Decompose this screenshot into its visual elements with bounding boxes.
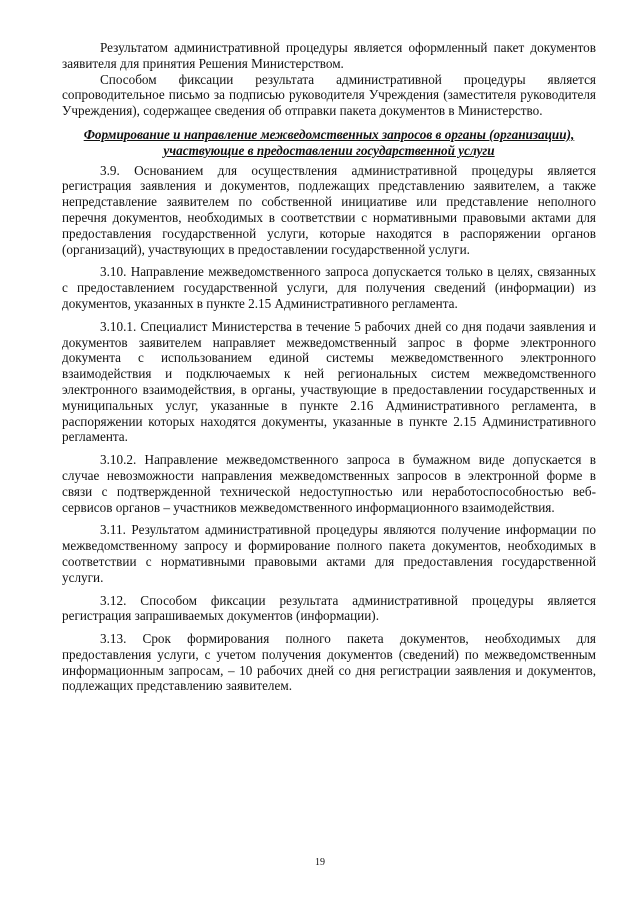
- paragraph-3-9: 3.9. Основанием для осуществления административной процедуры является регистрация заявления и документов, подлежащих представлению заявителем, а также непредставление заявителем по собственной инициативе или представление неполного перечня документов, необходимых в соответствии с нормативными правовыми актами для предоставления государственной услуги, которые находятся в распоряжении органов (организаций), участвующих в предоставлении государственной услуги.: [62, 162, 596, 257]
- paragraph-3-10-2: 3.10.2. Направление межведомственного запроса в бумажном виде допускается в случае невозможности направления межведомственных запросов в электронной форме в связи с подтвержденной технической недоступностью или неработоспособностью веб-сервисов органов – участников межведомственного информационного взаимодействия.: [62, 452, 596, 515]
- paragraph-3-12: 3.12. Способом фиксации результата административной процедуры является регистрация запрашиваемых документов (информации).: [62, 592, 596, 624]
- paragraph-fixation: Способом фиксации результата административной процедуры является сопроводительное письмо за подписью руководителя Учреждения (заместителя руководителя Учреждения), содержащее сведения об отправки пакета документов в Министерство.: [62, 71, 596, 119]
- paragraph-3-13: 3.13. Срок формирования полного пакета документов, необходимых для предоставления услуги, с учетом получения документов (сведений) по межведомственным информационным запросам, – 10 рабочих дней со дня регистрации заявления и документов, подлежащих представлению заявителем.: [62, 631, 596, 694]
- paragraph-3-10: 3.10. Направление межведомственного запроса допускается только в целях, связанных с предоставлением государственной услуги, для получения сведений (информации) из документов, указанных в пункте 2.15 Административного регламента.: [62, 264, 596, 311]
- paragraph-result: Результатом административной процедуры является оформленный пакет документов заявителя для принятия Решения Министерством.: [62, 40, 596, 71]
- page-number: 19: [315, 857, 325, 868]
- document-page: [62, 40, 596, 701]
- paragraph-3-11: 3.11. Результатом административной процедуры являются получение информации по межведомственному запросу и формирование полного пакета документов, необходимых в соответствии с нормативными правовыми актами для предоставления государственной услуги.: [62, 522, 596, 585]
- section-heading: Формирование и направление межведомственных запросов в органы (организации), участвующие в предоставлении государственной услуги: [83, 126, 575, 158]
- paragraph-3-10-1: 3.10.1. Специалист Министерства в течение 5 рабочих дней со дня подачи заявления и документов заявителем направляет межведомственный запрос в форме электронного документа с использованием единой системы межведомственного электронного взаимодействия и подключаемых к ней региональных систем межведомственного электронного взаимодействия, в органы, участвующие в предоставлении государственных и муниципальных услуг, указанные в пункте 2.16 Административного регламента, в распоряжении которых находятся документы, указанные в пункте 2.15 Административного регламента.: [62, 318, 596, 445]
